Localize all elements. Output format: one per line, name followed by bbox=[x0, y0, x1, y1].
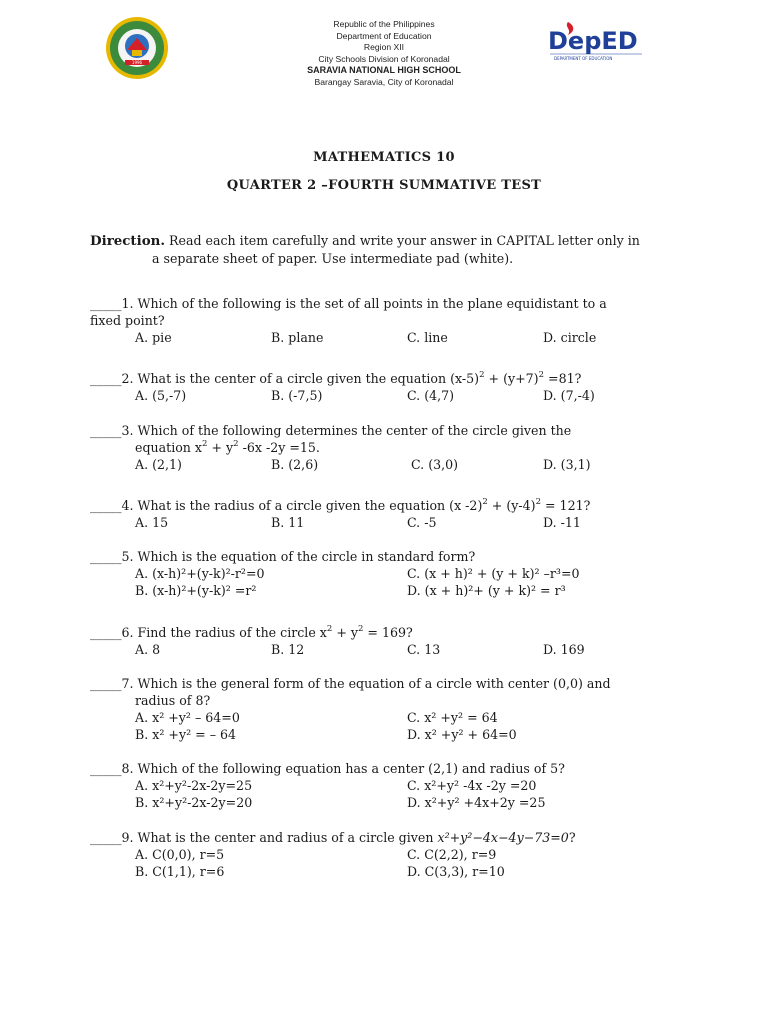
q4-option-c: C. -5 bbox=[407, 515, 437, 530]
q7-option-d: D. x² +y² + 64=0 bbox=[407, 727, 517, 742]
q3-option-b: B. (2,6) bbox=[271, 457, 319, 472]
letterhead-line-2: Department of Education bbox=[336, 30, 432, 41]
question-5-options-row-2 bbox=[90, 582, 690, 599]
q9-option-c: C. C(2,2), r=9 bbox=[407, 847, 497, 862]
page-title: MATHEMATICS 10 bbox=[313, 150, 455, 165]
question-4-stem: _____4. What is the radius of a circle given the equation (x $-2)^2 + (y-4)^2 = 121$? bbox=[90, 496, 591, 513]
school-seal-logo bbox=[105, 16, 169, 80]
direction-text-2: a separate sheet of paper. Use intermediate pad (white). bbox=[152, 251, 514, 266]
question-9-equation: x²+y²−4x−4y−73=0 bbox=[437, 830, 569, 845]
q8-option-b: B. x²+y²-2x-2y=20 bbox=[135, 795, 253, 810]
school-address: Barangay Saravia, City of Koronadal bbox=[314, 76, 454, 87]
direction-label: Direction. bbox=[90, 233, 166, 249]
q1-option-a: A. pie bbox=[135, 330, 172, 345]
question-4-options bbox=[90, 514, 690, 531]
q6-option-d: D. 169 bbox=[543, 642, 585, 657]
question-3-stem-2: equation $x^2 + y^2$ -6x -2y =15. bbox=[135, 438, 320, 455]
question-6 bbox=[90, 624, 690, 658]
question-3-stem: _____3. Which of the following determines the center of the circle given the bbox=[90, 423, 572, 438]
question-7-options-row-1 bbox=[90, 709, 690, 726]
q2-option-d: D. (7,-4) bbox=[543, 388, 595, 403]
q9-option-b: B. C(1,1), r=6 bbox=[135, 864, 225, 879]
question-2-options bbox=[90, 387, 690, 404]
q8-option-a: A. x²+y²-2x-2y=25 bbox=[135, 778, 253, 793]
q2-option-c: C. (4,7) bbox=[407, 388, 455, 403]
question-8-options-row-1 bbox=[90, 777, 690, 794]
q2-option-b: B. (-7,5) bbox=[271, 388, 323, 403]
question-6-options bbox=[90, 641, 690, 658]
deped-logo bbox=[546, 18, 646, 66]
letterhead-line-3: Region XII bbox=[363, 42, 405, 53]
question-3 bbox=[90, 422, 690, 473]
question-4 bbox=[90, 497, 690, 531]
q1-option-b: B. plane bbox=[271, 330, 324, 345]
q7-option-a: A. x² +y² – 64=0 bbox=[135, 710, 240, 725]
question-7 bbox=[90, 675, 690, 743]
q5-option-d: D. (x + h)²+ (y + k)² = r³ bbox=[407, 583, 566, 598]
q4-option-b: B. 11 bbox=[271, 515, 305, 530]
q9-option-a: A. C(0,0), r=5 bbox=[135, 847, 225, 862]
question-8-stem: _____8. Which of the following equation has a center (2,1) and radius of 5? bbox=[90, 761, 565, 776]
seal-year: 1996 bbox=[131, 60, 143, 65]
question-6-stem: _____6. Find the radius of the circle $x^2 + y^2 = 169$? bbox=[90, 623, 413, 640]
q5-option-a: A. (x-h)²+(y-k)²-r²=0 bbox=[135, 566, 265, 581]
direction-text-1: Read each item carefully and write your answer in CAPITAL letter only in bbox=[165, 233, 640, 248]
question-1-stem: _____1. Which of the following is the set of all points in the plane equidistant to a bbox=[90, 296, 607, 311]
letterhead-header bbox=[0, 0, 768, 100]
q8-option-c: C. x²+y² -4x -2y =20 bbox=[407, 778, 537, 793]
q7-option-b: B. x² +y² = – 64 bbox=[135, 727, 237, 742]
question-2 bbox=[90, 370, 690, 404]
q4-option-d: D. -11 bbox=[543, 515, 581, 530]
letterhead-line-4: City Schools Division of Koronadal bbox=[318, 53, 450, 64]
letterhead-line-1: Republic of the Philippines bbox=[333, 19, 435, 29]
school-name: SARAVIA NATIONAL HIGH SCHOOL bbox=[307, 65, 461, 76]
question-9-options-row-1 bbox=[90, 846, 690, 863]
question-3-options bbox=[90, 456, 690, 473]
q5-option-b: B. (x-h)²+(y-k)² =r² bbox=[135, 583, 257, 598]
question-1-options bbox=[90, 329, 690, 346]
question-7-stem-2: radius of 8? bbox=[135, 693, 211, 708]
deped-logo-subtext: DEPARTMENT OF EDUCATION bbox=[554, 56, 613, 61]
q6-option-c: C. 13 bbox=[407, 642, 441, 657]
letterhead-text bbox=[234, 19, 534, 89]
question-5-stem: _____5. Which is the equation of the circle in standard form? bbox=[90, 549, 476, 564]
q1-option-c: C. line bbox=[407, 330, 448, 345]
q3-option-c: C. (3,0) bbox=[411, 457, 459, 472]
q2-option-a: A. (5,-7) bbox=[135, 388, 187, 403]
q7-option-c: C. x² +y² = 64 bbox=[407, 710, 498, 725]
question-1 bbox=[90, 295, 690, 346]
question-9-options-row-2 bbox=[90, 863, 690, 880]
page-subtitle: QUARTER 2 –FOURTH SUMMATIVE TEST bbox=[226, 178, 542, 193]
direction-block bbox=[90, 232, 690, 267]
question-8 bbox=[90, 760, 690, 811]
q3-option-a: A. (2,1) bbox=[135, 457, 182, 472]
q5-option-c: C. (x + h)² + (y + k)² –r³=0 bbox=[407, 566, 580, 581]
q8-option-d: D. x²+y² +4x+2y =25 bbox=[407, 795, 546, 810]
question-7-stem: _____7. Which is the general form of the equation of a circle with center (0,0) and bbox=[90, 676, 611, 691]
question-1-stem-2: fixed point? bbox=[90, 313, 165, 328]
question-5 bbox=[90, 548, 690, 599]
question-7-options-row-2 bbox=[90, 726, 690, 743]
question-2-stem: _____2. What is the center of a circle given the equation $(x-5)^2 + (y+7)^2 =81$? bbox=[90, 369, 582, 386]
question-9-stem: _____9. What is the center and radius of a circle given x²+y²−4x−4y−73=0? bbox=[90, 830, 576, 845]
question-5-options-row-1 bbox=[90, 565, 690, 582]
q6-option-b: B. 12 bbox=[271, 642, 305, 657]
q3-option-d: D. (3,1) bbox=[543, 457, 591, 472]
q4-option-a: A. 15 bbox=[135, 515, 169, 530]
question-8-options-row-2 bbox=[90, 794, 690, 811]
q6-option-a: A. 8 bbox=[135, 642, 161, 657]
q1-option-d: D. circle bbox=[543, 330, 597, 345]
q9-option-d: D. C(3,3), r=10 bbox=[407, 864, 505, 879]
deped-logo-text: DepED bbox=[548, 27, 638, 55]
question-9 bbox=[90, 829, 690, 880]
